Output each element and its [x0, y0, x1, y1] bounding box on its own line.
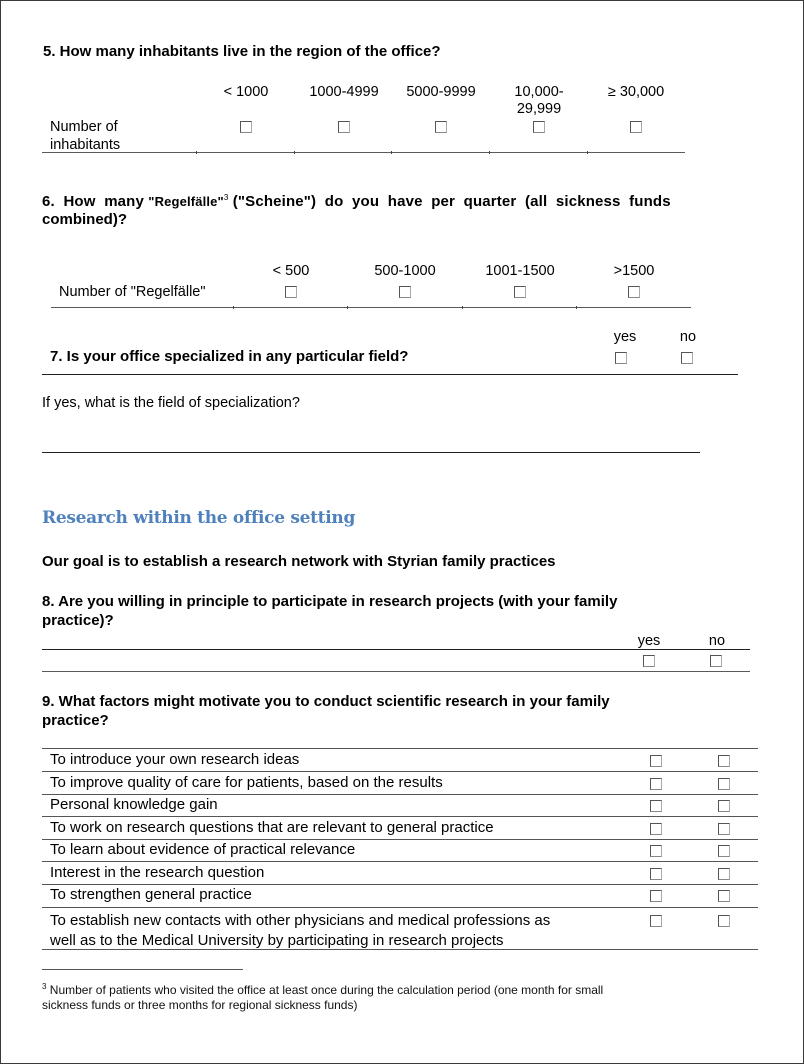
table-tick: [347, 306, 348, 309]
q9-factor-7-checkbox-b[interactable]: [718, 890, 730, 902]
q9-factor-8-checkbox-a[interactable]: [650, 915, 662, 927]
q5-option-label: 10,000-: [514, 84, 564, 100]
q5-table-rule: [42, 152, 685, 153]
q9-factor-3-checkbox-a[interactable]: [650, 800, 662, 812]
q6-option-label: 500-1000: [374, 263, 436, 279]
q9-factor-3-checkbox-b[interactable]: [718, 800, 730, 812]
q5-option-label: 1000-4999: [309, 84, 379, 100]
q8-no-label: no: [708, 633, 726, 649]
q5-option-label: ≥ 30,000: [607, 84, 665, 100]
footnote-marker: 3: [42, 982, 47, 991]
specialization-field[interactable]: [42, 434, 700, 453]
q6-table-rule: [51, 307, 691, 308]
q5-checkbox-lt1000[interactable]: [240, 121, 252, 133]
q6-checkbox-500-1000[interactable]: [399, 286, 411, 298]
q8-yes-label: yes: [637, 633, 661, 649]
q9-factor-label: To learn about evidence of practical relevance: [50, 841, 356, 858]
q9-factor-label: To strengthen general practice: [50, 886, 252, 903]
q7-yes-label: yes: [613, 329, 637, 345]
q9-factor-4-checkbox-b[interactable]: [718, 823, 730, 835]
q5-checkbox-gte30000[interactable]: [630, 121, 642, 133]
table-tick: [462, 306, 463, 309]
table-tick: [587, 151, 588, 154]
q5-checkbox-10000-29999[interactable]: [533, 121, 545, 133]
q9-factor-label-line2: well as to the Medical University by participating in research projects: [50, 932, 504, 949]
q5-option-label: 5000-9999: [406, 84, 476, 100]
q9-factor-label: To improve quality of care for patients, based on the results: [50, 774, 443, 791]
question-9-title: 9. What factors might motivate you to conduct scientific research in your family: [42, 693, 610, 710]
q6-option-label: >1500: [613, 263, 655, 279]
q6-row-label: Number of "Regelfälle": [59, 284, 206, 300]
table-tick: [294, 151, 295, 154]
q8-checkbox-no[interactable]: [710, 655, 722, 667]
q9-factor-label: To establish new contacts with other physicians and medical professions as: [50, 912, 551, 929]
q9-factor-2-checkbox-a[interactable]: [650, 778, 662, 790]
q9-table-rule: [42, 907, 758, 908]
q6-checkbox-gt1500[interactable]: [628, 286, 640, 298]
q9-factor-5-checkbox-a[interactable]: [650, 845, 662, 857]
table-tick: [489, 151, 490, 154]
q7-table-rule: [42, 374, 738, 375]
q9-factor-label: Personal knowledge gain: [50, 796, 218, 813]
q9-factor-6-checkbox-a[interactable]: [650, 868, 662, 880]
question-7-title: 7. Is your office specialized in any particular field?: [50, 348, 409, 365]
q5-checkbox-5000-9999[interactable]: [435, 121, 447, 133]
footnote-text-line2: sickness funds or three months for regional sickness funds): [42, 998, 358, 1012]
q5-option-label-line2: 29,999: [516, 101, 562, 117]
q8-table-rule-top: [42, 649, 750, 650]
q9-factor-6-checkbox-b[interactable]: [718, 868, 730, 880]
q7-checkbox-no[interactable]: [681, 352, 693, 364]
q8-checkbox-yes[interactable]: [643, 655, 655, 667]
q9-factor-label: To introduce your own research ideas: [50, 751, 300, 768]
q9-factor-2-checkbox-b[interactable]: [718, 778, 730, 790]
q9-factor-8-checkbox-b[interactable]: [718, 915, 730, 927]
q5-row-label: Number of: [50, 119, 118, 135]
table-tick: [196, 151, 197, 154]
q6-option-label: 1001-1500: [485, 263, 555, 279]
q5-checkbox-1000-4999[interactable]: [338, 121, 350, 133]
q6-checkbox-1001-1500[interactable]: [514, 286, 526, 298]
q9-factor-4-checkbox-a[interactable]: [650, 823, 662, 835]
question-9-title-line2: practice?: [42, 712, 109, 729]
question-8-title: 8. Are you willing in principle to participate in research projects (with your family: [42, 593, 618, 610]
q9-factor-label: Interest in the research question: [50, 864, 265, 881]
q8-table-rule-bottom: [42, 671, 750, 672]
footnote-ref-3[interactable]: 3: [223, 193, 229, 202]
table-tick: [233, 306, 234, 309]
q6-option-label: < 500: [272, 263, 310, 279]
q5-row-label-line2: inhabitants: [50, 137, 121, 153]
footnote-text: $^3$ Number of patients who visited the office at least once during the calculation period (one month for small: [42, 982, 604, 997]
q9-factor-7-checkbox-a[interactable]: [650, 890, 662, 902]
footnote-separator: [42, 969, 243, 970]
q9-factor-5-checkbox-b[interactable]: [718, 845, 730, 857]
q9-factor-1-checkbox-b[interactable]: [718, 755, 730, 767]
question-8-title-line2: practice)?: [42, 612, 114, 629]
section-goal: Our goal is to establish a research network with Styrian family practices: [42, 553, 556, 570]
q7-no-label: no: [679, 329, 697, 345]
q9-factor-1-checkbox-a[interactable]: [650, 755, 662, 767]
q5-option-label: < 1000: [223, 84, 269, 100]
table-tick: [391, 151, 392, 154]
q9-factor-label: To work on research questions that are relevant to general practice: [50, 819, 494, 836]
q6-checkbox-lt500[interactable]: [285, 286, 297, 298]
question-5-title: 5. How many inhabitants live in the region of the office?: [43, 43, 441, 60]
regelfaelle-term: "Regelfälle": [148, 194, 224, 209]
q7-followup-label: If yes, what is the field of specialization?: [42, 395, 300, 411]
question-6-title: 6. How many "Regelfälle"$^3$ ("Scheine") do you have per quarter (all sickness funds: [42, 193, 671, 210]
q7-checkbox-yes[interactable]: [615, 352, 627, 364]
section-heading: Research within the office setting: [42, 508, 356, 528]
question-6-title-line2: combined)?: [42, 211, 127, 228]
table-tick: [576, 306, 577, 309]
q9-table-rule: [42, 949, 758, 950]
